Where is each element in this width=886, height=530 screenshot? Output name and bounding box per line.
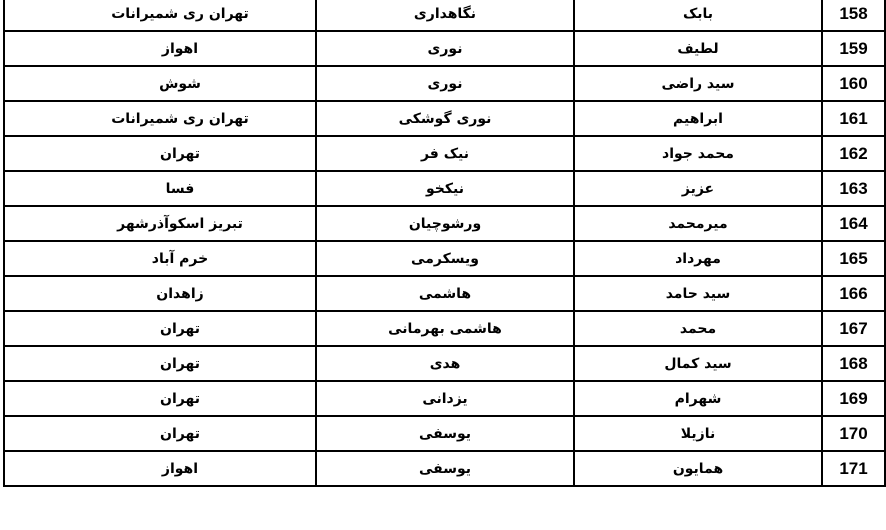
first-name-cell: ابراهیم — [574, 101, 822, 136]
row-number-cell: 170 — [822, 416, 885, 451]
table-row — [4, 0, 885, 31]
city-cell: تهران — [4, 311, 316, 346]
row-number-cell: 169 — [822, 381, 885, 416]
city-cell: تهران ری شمیرانات — [4, 0, 316, 31]
row-number-cell: 163 — [822, 171, 885, 206]
data-table — [3, 0, 886, 487]
first-name-cell: همایون — [574, 451, 822, 486]
row-number-cell: 164 — [822, 206, 885, 241]
table-row — [4, 206, 885, 241]
last-name-cell: ورشوچیان — [316, 206, 574, 241]
last-name-cell: یزدانی — [316, 381, 574, 416]
city-cell: تهران ری شمیرانات — [4, 101, 316, 136]
first-name-cell: محمد جواد — [574, 136, 822, 171]
first-name-cell: عزیز — [574, 171, 822, 206]
row-number-cell: 159 — [822, 31, 885, 66]
first-name-cell: شهرام — [574, 381, 822, 416]
first-name-cell: محمد — [574, 311, 822, 346]
first-name-cell: بابک — [574, 0, 822, 31]
first-name-cell: سید کمال — [574, 346, 822, 381]
last-name-cell: نیک فر — [316, 136, 574, 171]
row-number-cell: 165 — [822, 241, 885, 276]
row-number-cell: 160 — [822, 66, 885, 101]
first-name-cell: نازیلا — [574, 416, 822, 451]
table-row — [4, 241, 885, 276]
last-name-cell: نوری — [316, 31, 574, 66]
first-name-cell: میرمحمد — [574, 206, 822, 241]
table-row — [4, 416, 885, 451]
city-cell: اهواز — [4, 451, 316, 486]
table-row — [4, 346, 885, 381]
last-name-cell: هاشمی بهرمانی — [316, 311, 574, 346]
table-row — [4, 31, 885, 66]
last-name-cell: هدی — [316, 346, 574, 381]
city-cell: شوش — [4, 66, 316, 101]
city-cell: تهران — [4, 381, 316, 416]
table-row — [4, 276, 885, 311]
last-name-cell: یوسفی — [316, 451, 574, 486]
row-number-cell: 168 — [822, 346, 885, 381]
city-cell: تهران — [4, 416, 316, 451]
city-cell: خرم آباد — [4, 241, 316, 276]
last-name-cell: هاشمی — [316, 276, 574, 311]
city-cell: تبریز اسکوآذرشهر — [4, 206, 316, 241]
city-cell: زاهدان — [4, 276, 316, 311]
city-cell: تهران — [4, 346, 316, 381]
row-number-cell: 158 — [822, 0, 885, 31]
table-row — [4, 381, 885, 416]
last-name-cell: ویسکرمی — [316, 241, 574, 276]
first-name-cell: سید راضی — [574, 66, 822, 101]
table-body — [4, 0, 885, 486]
city-cell: تهران — [4, 136, 316, 171]
row-number-cell: 167 — [822, 311, 885, 346]
last-name-cell: نگاهداری — [316, 0, 574, 31]
last-name-cell: نوری گوشکی — [316, 101, 574, 136]
last-name-cell: نیکخو — [316, 171, 574, 206]
row-number-cell: 162 — [822, 136, 885, 171]
last-name-cell: نوری — [316, 66, 574, 101]
city-cell: فسا — [4, 171, 316, 206]
first-name-cell: مهرداد — [574, 241, 822, 276]
first-name-cell: سید حامد — [574, 276, 822, 311]
table-row — [4, 171, 885, 206]
city-cell: اهواز — [4, 31, 316, 66]
row-number-cell: 171 — [822, 451, 885, 486]
table-row — [4, 101, 885, 136]
first-name-cell: لطیف — [574, 31, 822, 66]
table-row — [4, 136, 885, 171]
row-number-cell: 161 — [822, 101, 885, 136]
last-name-cell: یوسفی — [316, 416, 574, 451]
table-row — [4, 451, 885, 486]
row-number-cell: 166 — [822, 276, 885, 311]
table-row — [4, 311, 885, 346]
table-row — [4, 66, 885, 101]
